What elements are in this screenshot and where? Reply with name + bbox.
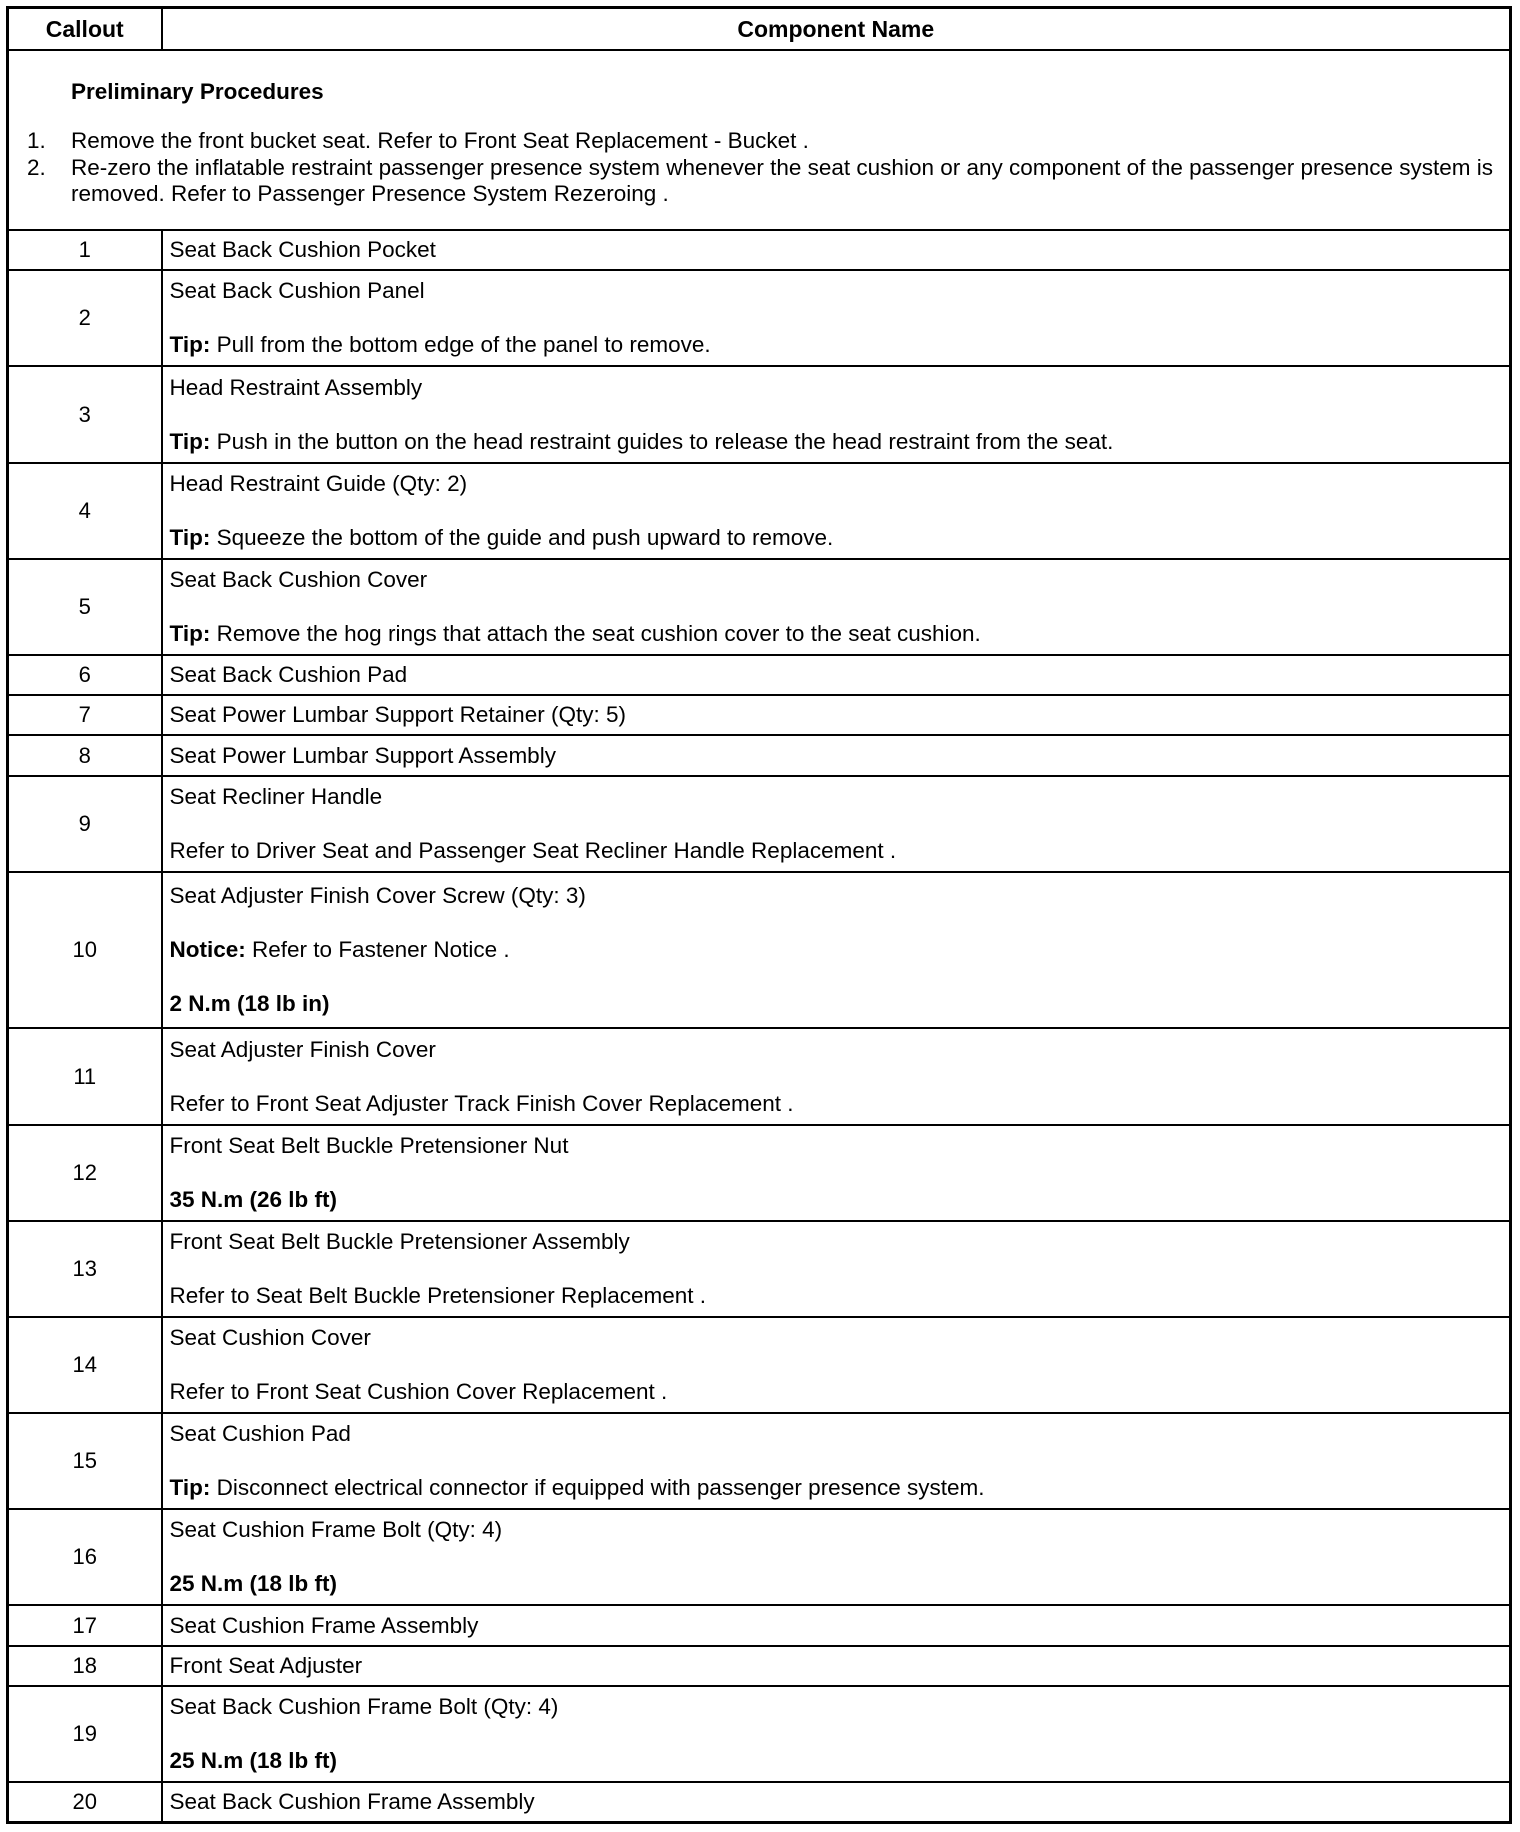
component-note	[170, 429, 1503, 455]
component-cell	[162, 270, 1511, 366]
component-name: Front Seat Belt Buckle Pretensioner Nut	[169, 1132, 569, 1158]
component-note	[170, 937, 1503, 963]
note-label: Notice:	[169, 937, 246, 963]
component-note	[170, 525, 1503, 551]
table-row	[8, 1125, 1511, 1221]
note-label: Tip:	[169, 332, 211, 358]
callout-cell: 6	[8, 655, 162, 695]
note-label: Tip:	[169, 620, 211, 646]
callout-cell: 19	[8, 1686, 162, 1782]
component-note	[170, 838, 1503, 864]
callout-cell: 2	[8, 270, 162, 366]
component-name: Seat Cushion Cover	[169, 1325, 371, 1351]
note-label: Tip:	[169, 524, 211, 550]
note-text: Push in the button on the head restraint guides to release the head restraint from the seat.	[216, 428, 1114, 454]
callout-cell: 4	[8, 463, 162, 559]
callout-header: Callout	[8, 8, 162, 51]
callout-cell: 12	[8, 1125, 162, 1221]
preliminary-row	[8, 50, 1511, 230]
callout-cell: 1	[8, 230, 162, 270]
component-cell	[162, 463, 1511, 559]
table-row	[8, 1221, 1511, 1317]
callout-cell: 17	[8, 1605, 162, 1645]
component-cell	[162, 1221, 1511, 1317]
callout-cell: 9	[8, 776, 162, 872]
component-cell	[162, 230, 1511, 270]
component-note	[170, 621, 1503, 647]
component-cell	[162, 1125, 1511, 1221]
callout-cell: 20	[8, 1782, 162, 1822]
torque-spec: 2 N.m (18 lb in)	[169, 991, 330, 1017]
component-name: Seat Back Cushion Panel	[169, 278, 425, 304]
component-name: Seat Back Cushion Pad	[169, 662, 408, 688]
callout-cell: 14	[8, 1317, 162, 1413]
component-name: Seat Adjuster Finish Cover Screw (Qty: 3)	[169, 883, 586, 909]
table-row	[8, 1646, 1511, 1686]
note-label: Tip:	[169, 1475, 211, 1501]
table-row	[8, 655, 1511, 695]
component-name: Seat Power Lumbar Support Retainer (Qty: 5)	[169, 702, 626, 728]
callout-cell: 15	[8, 1413, 162, 1509]
component-cell	[162, 776, 1511, 872]
torque-spec: 35 N.m (26 lb ft)	[169, 1186, 338, 1212]
callout-cell: 11	[8, 1028, 162, 1124]
component-cell	[162, 1782, 1511, 1822]
component-table-container	[6, 6, 1512, 1824]
component-note	[170, 1379, 1503, 1405]
component-name: Seat Cushion Frame Bolt (Qty: 4)	[169, 1517, 503, 1543]
table-row	[8, 366, 1511, 462]
table-row	[8, 1413, 1511, 1509]
component-name-header: Component Name	[162, 8, 1511, 51]
table-row	[8, 1686, 1511, 1782]
table-row	[8, 695, 1511, 735]
component-name: Seat Back Cushion Cover	[169, 566, 428, 592]
component-cell	[162, 1686, 1511, 1782]
note-text: Refer to Front Seat Cushion Cover Replacement .	[169, 1379, 668, 1405]
component-name: Seat Recliner Handle	[169, 783, 383, 809]
component-cell	[162, 655, 1511, 695]
component-cell	[162, 559, 1511, 655]
component-name: Front Seat Belt Buckle Pretensioner Assembly	[169, 1228, 630, 1254]
table-row	[8, 1317, 1511, 1413]
component-name: Head Restraint Guide (Qty: 2)	[169, 470, 468, 496]
component-name: Seat Back Cushion Frame Bolt (Qty: 4)	[169, 1694, 559, 1720]
component-note	[170, 1283, 1503, 1309]
table-row	[8, 1605, 1511, 1645]
component-name: Seat Power Lumbar Support Assembly	[169, 742, 556, 768]
step-number: 2.	[27, 154, 46, 180]
component-cell	[162, 735, 1511, 775]
note-text: Disconnect electrical connector if equipped with passenger presence system.	[216, 1475, 985, 1501]
component-cell	[162, 872, 1511, 1029]
preliminary-title: Preliminary Procedures	[71, 78, 324, 104]
component-name: Seat Back Cushion Frame Assembly	[169, 1789, 535, 1815]
note-text: Refer to Driver Seat and Passenger Seat Recliner Handle Replacement .	[169, 837, 897, 863]
component-name: Seat Adjuster Finish Cover	[169, 1036, 436, 1062]
table-row	[8, 230, 1511, 270]
component-name: Seat Cushion Pad	[169, 1421, 351, 1447]
table-row	[8, 776, 1511, 872]
table-row	[8, 1028, 1511, 1124]
note-text: Refer to Front Seat Adjuster Track Finish Cover Replacement .	[169, 1090, 794, 1116]
component-cell	[162, 1413, 1511, 1509]
callout-cell: 18	[8, 1646, 162, 1686]
component-cell	[162, 1646, 1511, 1686]
callout-cell: 7	[8, 695, 162, 735]
torque-spec: 25 N.m (18 lb ft)	[169, 1571, 338, 1597]
callout-cell: 3	[8, 366, 162, 462]
callout-cell: 8	[8, 735, 162, 775]
component-note	[170, 1475, 1503, 1501]
table-row	[8, 559, 1511, 655]
table-row	[8, 1509, 1511, 1605]
callout-cell: 16	[8, 1509, 162, 1605]
preliminary-cell	[8, 50, 1511, 230]
component-cell	[162, 1028, 1511, 1124]
note-text: Refer to Fastener Notice .	[252, 937, 510, 963]
component-name: Front Seat Adjuster	[169, 1652, 363, 1678]
component-cell	[162, 366, 1511, 462]
table-row	[8, 735, 1511, 775]
note-text: Remove the hog rings that attach the seat cushion cover to the seat cushion.	[216, 620, 981, 646]
component-cell	[162, 1317, 1511, 1413]
callout-cell: 5	[8, 559, 162, 655]
preliminary-step	[23, 126, 1495, 155]
note-text: Refer to Seat Belt Buckle Pretensioner Replacement .	[169, 1282, 707, 1308]
callout-cell: 13	[8, 1221, 162, 1317]
table-row	[8, 872, 1511, 1029]
table-body	[8, 50, 1511, 1823]
component-cell	[162, 1509, 1511, 1605]
component-name: Head Restraint Assembly	[169, 374, 423, 400]
step-number: 1.	[27, 127, 46, 153]
note-label: Tip:	[169, 428, 211, 454]
component-note	[170, 1091, 1503, 1117]
step-text: Re-zero the inflatable restraint passenger presence system whenever the seat cushion or any component of the passenger presence system is removed. Refer to Passenger Presence System Rezeroing .	[71, 154, 1494, 206]
note-text: Pull from the bottom edge of the panel to remove.	[216, 332, 711, 358]
step-text: Remove the front bucket seat. Refer to Front Seat Replacement - Bucket .	[71, 127, 809, 153]
table-row	[8, 463, 1511, 559]
table-row	[8, 1782, 1511, 1822]
component-cell	[162, 695, 1511, 735]
header-row	[8, 8, 1511, 51]
torque-spec: 25 N.m (18 lb ft)	[169, 1748, 338, 1774]
note-text: Squeeze the bottom of the guide and push upward to remove.	[216, 524, 834, 550]
callout-cell: 10	[8, 872, 162, 1029]
table-row	[8, 270, 1511, 366]
component-table	[6, 6, 1512, 1824]
component-name: Seat Back Cushion Pocket	[169, 237, 436, 263]
component-cell	[162, 1605, 1511, 1645]
component-note	[170, 332, 1503, 358]
preliminary-step	[23, 155, 1495, 207]
component-name: Seat Cushion Frame Assembly	[169, 1612, 479, 1638]
